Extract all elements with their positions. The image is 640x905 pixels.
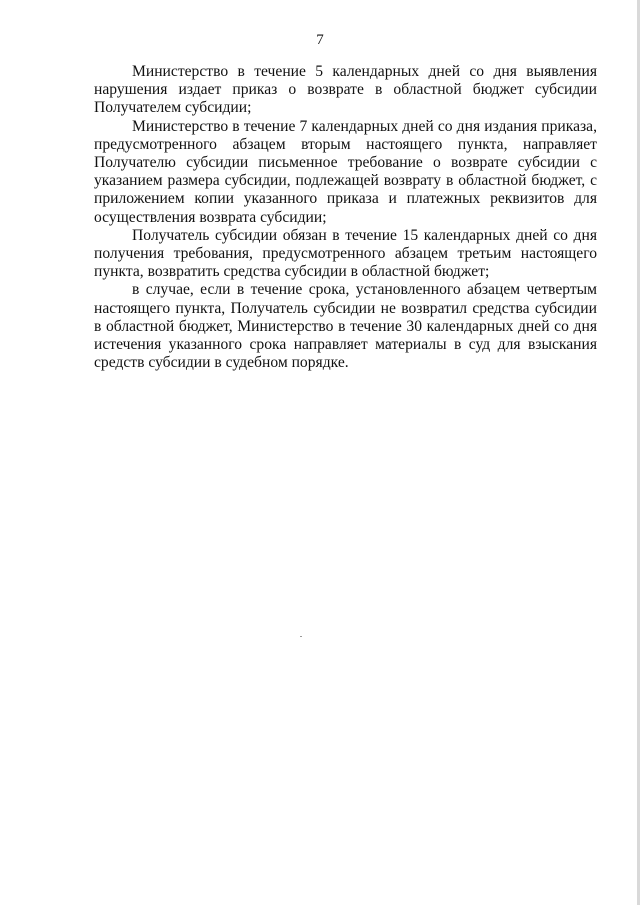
- body-text: [94, 63, 597, 372]
- page-number: 7: [316, 32, 324, 48]
- paragraph-return-obligation: Получатель субсидии обязан в течение 15 календарных дней со дня получения требования, предусмотренного абзацем третьим настоящего пункта, возвратить средства субсидии в областной бюджет;: [94, 226, 597, 281]
- scan-speck: [300, 636, 302, 637]
- paragraph-written-demand: Министерство в течение 7 календарных дней со дня издания приказа, предусмотренного абзацем вторым настоящего пункта, направляет Получателю субсидии письменное требование о возврате субсидии с указанием размера субсидии, подлежащей возврату в областной бюджет, с приложением копии указанного приказа и платежных реквизитов для осуществления возврата субсидии;: [94, 117, 597, 226]
- paragraph-violation-order: Министерство в течение 5 календарных дней со дня выявления нарушения издает приказ о возврате в областной бюджет субсидии Получателем субсидии;: [94, 63, 597, 117]
- paragraph-court-recovery: в случае, если в течение срока, установленного абзацем четвертым настоящего пункта, Получатель субсидии не возвратил средства субсидии в областной бюджет, Министерство в течение 30 календарных дней со дня истечения указанного срока направляет материалы в суд для взыскания средств субсидии в судебном порядке.: [94, 281, 597, 372]
